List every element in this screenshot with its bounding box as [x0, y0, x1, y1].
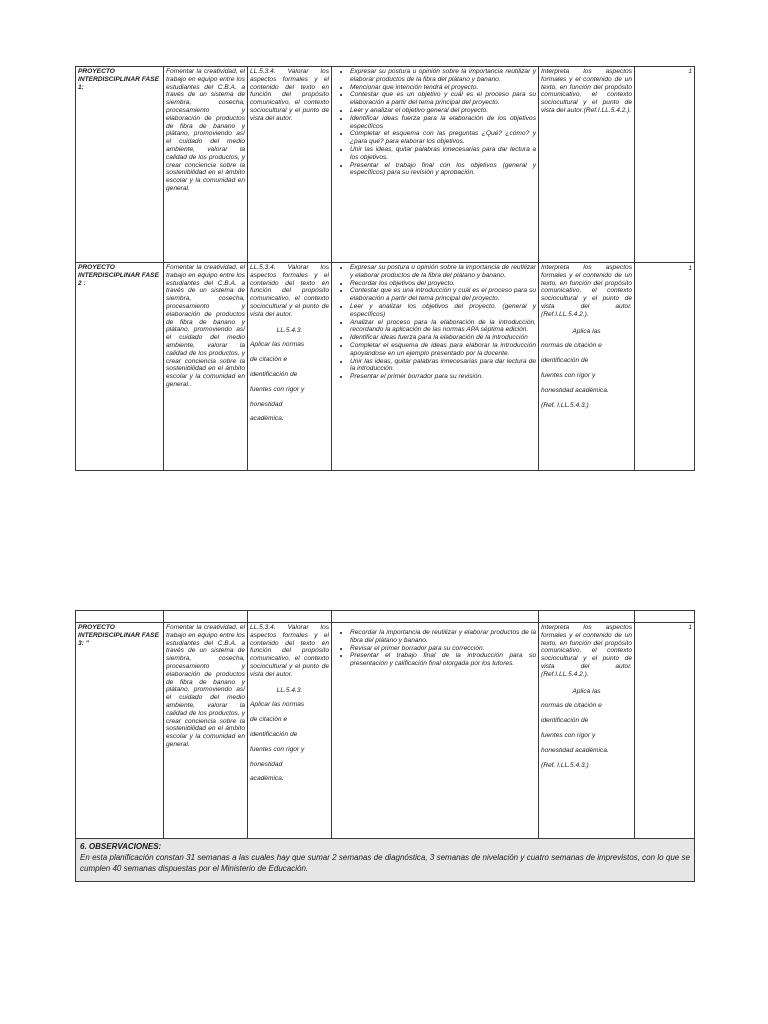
empty-cell	[76, 611, 164, 623]
skill-text: LL.5.3.4. Valorar los aspectos formales y el contenido del texto en función del propósito comunicativo, el contexto sociocultural y el punto de vista del autor.	[250, 624, 329, 678]
observations-title: 6. OBSERVACIONES:	[80, 842, 162, 851]
activity-item: • Expresar su postura u opinión sobre la importancia de reutilizar y elaborar productos de la fibra del plátano y banano.	[350, 264, 536, 280]
objective-cell: Fomentar la creatividad, el trabajo en equipo entre los estudiantes del C.B.A. a través de un sistema de siembra, cosecha, procesamiento y elaboración de productos de fibra de banano y plátano, promoviendo así el cuidado del medio ambiente, valorar la calidad de los productos, y crear conciencia sobre la sostenibilidad en el ámbito escolar y la comunidad en general..	[164, 263, 248, 471]
observations-row	[76, 839, 695, 882]
indicator-line: (Ref. I.LL.5.4.3.)	[541, 401, 589, 409]
indicator-line: identificación de	[541, 357, 589, 365]
indicator-text: Interpreta los aspectos formales y el contenido de un texto, en función del propósito comunicativo, el contexto sociocultural y el punto de vista del autor. (Ref.I.LL.5.4.2.).	[541, 264, 632, 318]
indicator-text: Interpreta los aspectos formales y el contenido de un texto, en función del propósito comunicativo, el contexto sociocultural y el punto de vista del autor. (Ref.I.LL.5.4.2.).	[541, 624, 632, 678]
indicator-line: honestidad académica.	[541, 386, 609, 394]
activities-cell	[332, 67, 539, 263]
indicator-line: (Ref. I.LL.5.4.3.)	[541, 761, 589, 769]
activity-item: • Identificar ideas fuerza para la elaboración de los objetivos específicos	[350, 115, 536, 131]
objective-cell: Fomentar la creatividad, el trabajo en equipo entre los estudiantes del C.B.A. a través de un sistema de siembra, cosecha, procesamiento y elaboración de productos de fibra de banano y plátano, promoviendo así el cuidado del medio ambiente, valorar la calidad de los productos, y crear conciencia sobre la sostenibilidad en el ámbito escolar y la comunidad en general.	[164, 623, 248, 839]
activity-item: • Presentar el trabajo final con los objetivos (general y específicos) para su revisión y aprobación.	[350, 162, 536, 178]
empty-cell	[635, 611, 695, 623]
activity-item: • Identificar ideas fuerza para la elaboración de la introducción	[350, 334, 536, 342]
skill-lines	[250, 341, 329, 423]
project-name-cell	[76, 67, 164, 263]
indicator-line: fuentes con rigor y	[541, 731, 596, 739]
skill-line: fuentes con rigor y	[250, 745, 305, 753]
indicator-cell	[539, 623, 635, 839]
indicator-cell: Interpreta los aspectos formales y el contenido de un texto, en función del propósito comunicativo, el contexto sociocultural y el punto de vista del autor.(Ref.I.LL.5.4.2.).	[539, 67, 635, 263]
skill-line: fuentes con rigor y	[250, 385, 305, 393]
activity-item: • Completar el esquema con las preguntas ¿Qué? ¿cómo? y ¿para qué? para elaborar los objetivos.	[350, 130, 536, 146]
weeks-count: 1	[635, 67, 695, 263]
project-name: PROYECTO INTERDISCIPLINAR FASE 3: "	[78, 624, 159, 647]
skill-line: identificación de	[250, 730, 298, 738]
activity-item: • Unir las ideas, quitar palabras innecesarias para dar lectura a los objetivos.	[350, 146, 536, 162]
skill-line: Aplicar las normas	[250, 341, 305, 349]
skill-line: académica.	[250, 775, 284, 783]
skill-cell	[248, 263, 332, 471]
project-name-cell	[76, 623, 164, 839]
activity-item: • Analizar el proceso para la elaboración de la introducción, recordando la aplicación de las normas APA séptima edición.	[350, 319, 536, 335]
indicator-line: honestidad académica.	[541, 746, 609, 754]
table-row-phase-2	[76, 263, 695, 471]
project-name-cell	[76, 263, 164, 471]
objective-cell: Fomentar la creatividad, el trabajo en equipo entre los estudiantes del C.B.A. a través de un sistema de siembra, cosecha, procesamiento y elaboración de productos de fibra de banano y plátano, promoviendo así el cuidado del medio ambiente, valorar la calidad de los productos, y crear conciencia sobre la sostenibilidad en el ámbito escolar y la comunidad en general.	[164, 67, 248, 263]
activities-list	[334, 629, 536, 668]
indicator-line: normas de citación e	[541, 342, 602, 350]
skill-code: LL.5.4.3.	[276, 686, 303, 694]
planning-table-page-2	[75, 610, 695, 882]
activities-list	[334, 68, 536, 177]
activity-item: • Leer y analizar el objetivo general del proyecto.	[350, 107, 536, 115]
table-row-phase-1	[76, 67, 695, 263]
skill-code: LL.5.4.3.	[276, 326, 303, 334]
activities-cell	[332, 623, 539, 839]
indicator-lines	[541, 342, 632, 409]
indicator-head: Aplica las	[572, 327, 601, 335]
activity-item: • Completar el esquema de ideas para elaborar la introducción apoyándose en un ejemplo presentado por la docente.	[350, 342, 536, 358]
skill-cell: LL.5.3.4. Valorar los aspectos formales y el contenido del texto en función del propósito comunicativo, el contexto sociocultural y el punto de vista del autor.	[248, 67, 332, 263]
activity-item: • Presentar el trabajo final de la introducción para su presentación y calificación final otorgada por los tutores.	[350, 652, 536, 668]
weeks-count: 1	[635, 623, 695, 839]
activities-list	[334, 264, 536, 381]
indicator-line: normas de citación e	[541, 702, 602, 710]
activity-item: • Leer y analizar los objetivos del proyecto. (general y específicos)	[350, 303, 536, 319]
activity-item: • Contestar que es una introducción y cuál es el proceso para su elaboración a partir del tema principal del proyecto.	[350, 287, 536, 303]
skill-line: honestidad	[250, 760, 283, 768]
observations-cell	[76, 839, 695, 882]
activity-item: • Revisar el primer borrador para su corrección.	[350, 645, 536, 653]
skill-line: Aplicar las normas	[250, 701, 305, 709]
planning-table-page-1	[75, 66, 695, 471]
table-header-spacer	[76, 611, 695, 623]
table-row-phase-3	[76, 623, 695, 839]
activity-item: • Unir las ideas, quitar palabras innecesarias para dar lectura de la introducción.	[350, 358, 536, 374]
indicator-lines	[541, 702, 632, 769]
skill-line: honestidad	[250, 400, 283, 408]
indicator-line: fuentes con rigor y	[541, 371, 596, 379]
skill-line: de citación e	[250, 356, 288, 364]
skill-text: LL.5.3.4. Valorar los aspectos formales y el contenido del texto en función del propósito comunicativo, el contexto sociocultural y el punto de vista del autor.	[250, 264, 329, 318]
skill-line: de citación e	[250, 716, 288, 724]
activity-item: • Contestar que es un objetivo y cuál es el proceso para su elaboración a partir del tema principal del proyecto.	[350, 91, 536, 107]
empty-cell	[539, 611, 635, 623]
empty-cell	[164, 611, 248, 623]
activity-item: • Expresar su postura u opinión sobre la importancia reutilizar y elaborar productos de la fibra del plátano y banano.	[350, 68, 536, 84]
skill-line: académica.	[250, 415, 284, 423]
activity-item: • Recordar los objetivos del proyecto.	[350, 280, 536, 288]
activities-cell	[332, 263, 539, 471]
indicator-head: Aplica las	[572, 687, 601, 695]
empty-cell	[332, 611, 539, 623]
skill-line: identificación de	[250, 370, 298, 378]
indicator-cell	[539, 263, 635, 471]
activity-item: • Mencionar que intención tendrá el proyecto.	[350, 84, 536, 92]
activity-item: • Recordar la importancia de reutilizar y elaborar productos de la fibra del plátano y banano.	[350, 629, 536, 645]
weeks-count: 1	[635, 263, 695, 471]
activity-item: • Presentar el primer borrador para su revisión.	[350, 373, 536, 381]
skill-cell	[248, 623, 332, 839]
project-name: PROYECTO INTERDISCIPLINAR FASE 2 :	[78, 264, 159, 287]
skill-lines	[250, 701, 329, 783]
empty-cell	[248, 611, 332, 623]
indicator-line: identificación de	[541, 717, 589, 725]
observations-text: En esta planificación constan 31 semanas a las cuales hay que sumar 2 semanas de diagnóstica, 3 semanas de nivelación y cuatro semanas de imprevistos, con lo que se cumplen 40 semanas dispuestas por el Ministerio de Educación.	[80, 853, 690, 873]
project-name: PROYECTO INTERDISCIPLINAR FASE 1:	[78, 68, 159, 91]
